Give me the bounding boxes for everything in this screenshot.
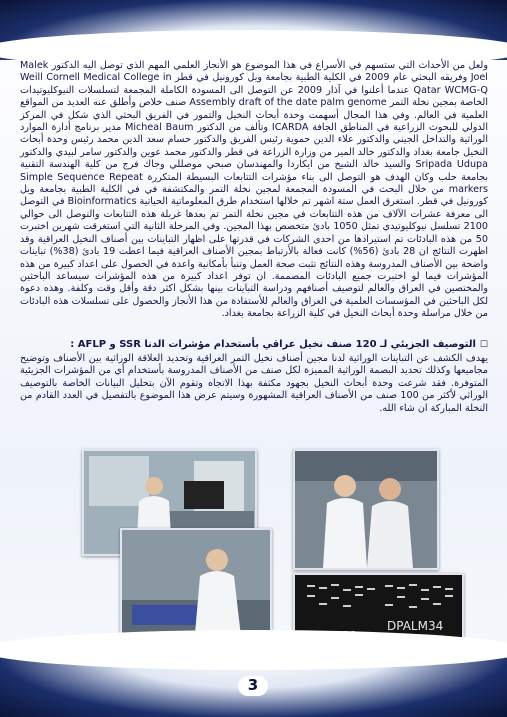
- subheading-text: التوصيف الجزيئي لـ 120 صنف نخيل عراقي بأستخدام مؤشرات الدنا SSR و AFLP :: [70, 339, 476, 350]
- paragraph-2: يهدف الكشف عن التباينات الوراثية لدنا مجين أصناف نخيل التمر العراقية وتحديد العلاقة الوراثية بين الأصناف وتوضيح مجاميعها وكذلك تحديد البصمة الوراثية المميزة لكل صنف من الأصناف المدروسة بأستخدام أي من المؤشرات الجزيئية المتوفرة. فقد شرعت وحدة أبحاث النخيل بجهود مكثفة بهذا الاتجاه وتقوم الآن بتحليل البيانات الخاصة بالتوصيف الوراثي لأكثر من 100 صنف من الأصناف العراقية المشهورة وسيتم عرض هذا الموضوع بالتفصيل في العدد القادم من النخلة المباركة ان شاء الله.: [20, 353, 488, 414]
- photo-two-scientists: [293, 449, 439, 570]
- article-body: [20, 60, 488, 321]
- photo-caption-area: [293, 557, 460, 571]
- checkbox-bullet-icon: ☐: [479, 340, 488, 350]
- header-decorative-band: [0, 0, 507, 60]
- page-number: 3: [238, 676, 268, 696]
- paragraph-1: ولعل من الأحداث التي ستسهم في الأسراع في هذا الموضوع هو الأنجاز العلمي المهم الذي توصل اليه الدكتور Malek Joel وفريقه البحثي عام 2009 في الكلية الطبية بجامعة ويل كورونيل في قطر Weill Cornell Medical College in Qatar WCMG-Q عندما أعلنوا في آذار 2009 عن التوصل الى المسودة الكاملة المجمعة لتسلسلات النيوكليوتيدات الخاصة بمجين نخلة التمر Assembly draft of the date palm genome صنف خلاص وأطلق عنه العديد من المواقع العلمية في العالم. وفي هذا المجال أسهمت وحدة أبحاث النخيل والتمور في الفريق البحثي الذي شكل في المركز الدولي للبحوث الزراعية في المناطق الجافة ICARDA وتألف من الدكتور Micheal Baum مدير برنامج أدارة الموارد الوراثية والتداخل الجيني والدكتور علاء الدين حموية رئيس الفريق والدكتور حسام سعد الدين محمد رئيس وحدة أبحاث النخيل جامعة بغداد والدكتور خالد المير من وزارة الزراعة في قطر والدكتور محمد عوين والدكتور سامر لبيدي والدكتور Sripada Udupa والسيد خالد الشيخ من ايكاردا والمهندسان صبحي موصللي وجاك فرج من كلية الهندسة التقنية بجامعة حلب وكان الهدف هو التوصل الى بناء مؤشرات التتابعات البسيطة المتكررة Simple Sequence Repeat markers من خلال البحث في المسودة المجمعة لمجين نخلة التمر والمكتشفة في في الكلية الطبية بجامعة ويل كورونيل في قطر. استغرق العمل ستة اشهر تم خلالها استخدام طرق المعلوماتية الحياتية Bioinformatics في التوصل الى معرفة عشرات الآلاف من هذه التتابعات في مجين نخلة التمر تم بعدها غربلة هذه التتابعات والتوصل الى حوالي 2100 تسلسل نيوكليوتيدي تمثل 1050 بادئ متخصص بهذا المجين. وفي المرحلة الثانية التي استغرقت شهرين اختبرت 50 من هذه البادئات تم استيرادها من احدى الشركات في قدرتها على اظهار التباينات بين أصناف النخيل العراقية وقد اظهرت النتائج ان 28 بادئ (56%) كانت فعالة بالأرتباط بمجين الأصناف العراقية فيما اعطت 19 بادئ (38%) تباينات واضحة بين الأصناف المدروسة وهذه النتائج تثبت صحة العمل وتنبأ بأمكانية واعدة في الحصول على اعداد كبيرة من هذه المؤشرات فيما لو اختبرت جميع البادئات المصممة. ان توفر اعداد كبيرة من هذه المؤشرات سيساعد الباحثين والمختصين في العراق والعالم لتوصيف أصنافهم ودراسة التباينات بينها بشكل اكثر دقة وأقل وقت وكلفة. وهذه دعوة لكل الباحثين في المؤسسات العلمية في العراق والعالم للأستفادة من هذا الأنجاز والحصول على تسلسلات هذه البادئات من خلال مراسلة وحدة أبحاث النخيل في كلية الزراعة بجامعة بغداد.: [20, 60, 489, 320]
- section-subheading: [20, 339, 488, 350]
- gel-label-right: DPALM34: [387, 619, 444, 633]
